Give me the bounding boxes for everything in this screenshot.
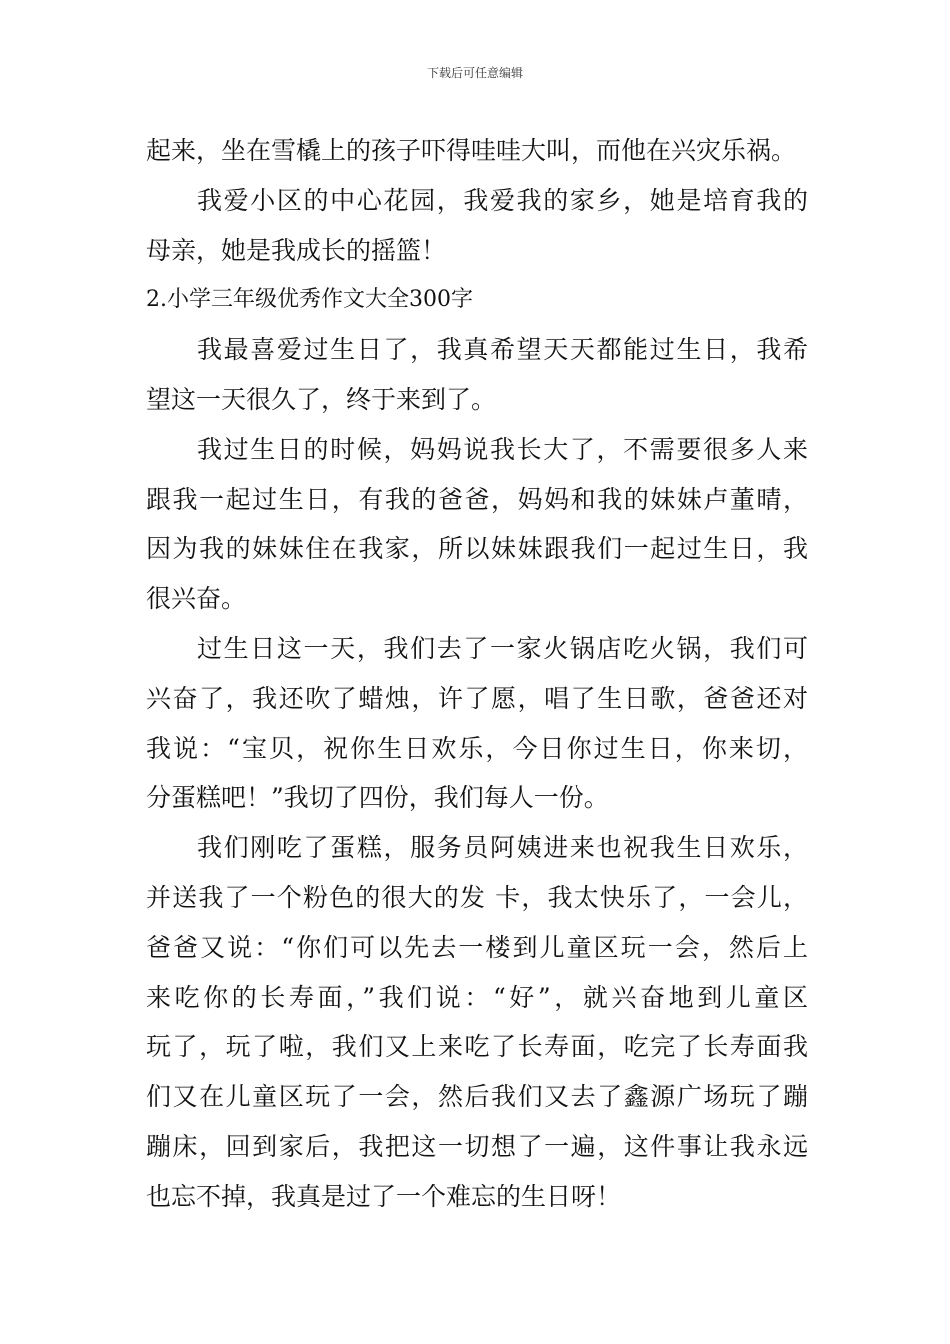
text-line: 很兴奋。 — [146, 584, 247, 614]
text-line: 也忘不掉，我真是过了一个难忘的生日呀！ — [146, 1181, 622, 1211]
text-line: 起来，坐在雪橇上的孩子吓得哇哇大叫，而他在兴灾乐祸。 — [146, 136, 797, 165]
text-line: 我爱小区的中心花园，我爱我的家乡，她是培育我的 — [197, 185, 808, 215]
text-line: 来吃你的长寿面，”我们说：“好”，就兴奋地到儿童区 — [146, 982, 808, 1012]
text-line: 们又在儿童区玩了一会，然后我们又去了鑫源广场玩了蹦 — [146, 1082, 808, 1112]
text-line: 兴奋了，我还吹了蜡烛，许了愿，唱了生日歌，爸爸还对 — [146, 683, 808, 713]
page-header: 下载后可任意编辑 — [426, 66, 523, 80]
text-line: 我过生日的时候，妈妈说我长大了，不需要很多人来 — [197, 434, 808, 464]
text-line: 爸爸又说：“你们可以先去一楼到儿童区玩一会，然后上 — [146, 932, 808, 962]
text-line: 我们刚吃了蛋糕，服务员阿姨进来也祝我生日欢乐， — [197, 833, 808, 863]
text-line: 跟我一起过生日，有我的爸爸，妈妈和我的妹妹卢董晴， — [146, 484, 808, 514]
document-body — [146, 126, 808, 1222]
text-line: 我说：“宝贝，祝你生日欢乐，今日你过生日，你来切， — [146, 733, 808, 763]
text-line: 玩了，玩了啦，我们又上来吃了长寿面，吃完了长寿面我 — [146, 1032, 808, 1062]
text-line: 我最喜爱过生日了，我真希望天天都能过生日，我希 — [197, 335, 808, 365]
section-heading: 2.小学三年级优秀作文大全300字 — [146, 287, 473, 313]
text-line: 蹦床，回到家后，我把这一切想了一遍，这件事让我永远 — [146, 1131, 808, 1161]
text-line: 望这一天很久了，终于来到了。 — [146, 384, 497, 414]
text-line: 因为我的妹妹住在我家，所以妹妹跟我们一起过生日，我 — [146, 534, 808, 564]
text-line: 并送我了一个粉色的很大的发 卡，我太快乐了，一会儿， — [146, 882, 808, 912]
text-line: 分蛋糕吧！”我切了四份，我们每人一份。 — [146, 783, 609, 813]
text-line: 母亲，她是我成长的摇篮！ — [146, 235, 447, 265]
text-line: 过生日这一天，我们去了一家火锅店吃火锅，我们可 — [197, 633, 808, 663]
